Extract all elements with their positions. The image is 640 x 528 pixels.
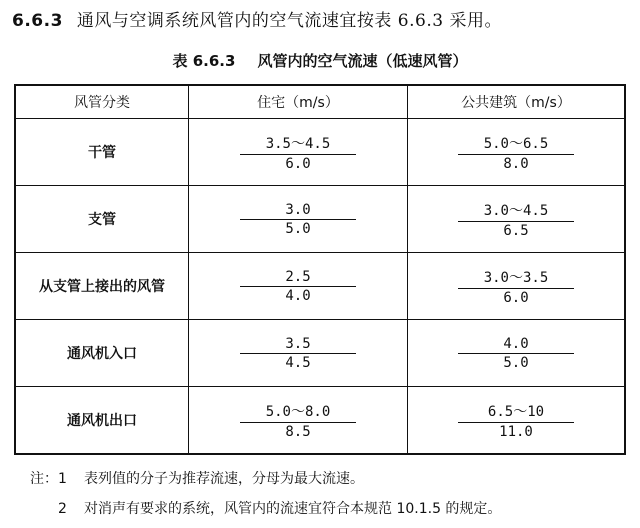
denominator: 5.0	[285, 220, 311, 237]
header-duct-type: 风管分类	[15, 85, 189, 119]
denominator: 6.0	[503, 289, 529, 306]
row-name: 通风机入口	[15, 320, 189, 387]
denominator: 8.5	[285, 423, 311, 440]
numerator: 5.0～8.0	[265, 403, 331, 420]
table-title	[0, 50, 640, 71]
row-name: 干管	[15, 119, 189, 186]
table-number: 表 6.6.3	[172, 52, 236, 70]
numerator: 3.0	[285, 201, 311, 218]
note-text: 表列值的分子为推荐流速，分母为最大流速。	[84, 471, 364, 487]
table-title-text: 风管内的空气流速（低速风管）	[257, 52, 468, 70]
public-cell	[408, 119, 626, 186]
table-header-row	[15, 85, 625, 119]
numerator: 4.0	[503, 335, 529, 352]
numerator: 3.5～4.5	[265, 135, 331, 152]
public-cell	[408, 320, 626, 387]
header-residential: 住宅（m/s）	[189, 85, 408, 119]
fraction	[240, 202, 356, 237]
residential-cell	[189, 119, 408, 186]
denominator: 6.0	[285, 155, 311, 172]
fraction	[458, 200, 574, 239]
note-2	[30, 498, 501, 518]
public-cell	[408, 186, 626, 253]
denominator: 4.0	[285, 287, 311, 304]
table-row	[15, 186, 625, 253]
note-index: 1	[58, 471, 67, 487]
residential-cell	[189, 387, 408, 455]
fraction	[240, 269, 356, 304]
note-text: 对消声有要求的系统，风管内的流速宜符合本规范 10.1.5 的规定。	[84, 501, 502, 517]
denominator: 11.0	[499, 423, 533, 440]
fraction	[458, 401, 574, 440]
fraction	[240, 133, 356, 172]
fraction	[240, 336, 356, 371]
clause-number: 6.6.3	[12, 11, 63, 31]
note-index: 2	[58, 501, 67, 517]
residential-cell	[189, 186, 408, 253]
row-name: 从支管上接出的风管	[15, 253, 189, 320]
clause-heading	[12, 6, 502, 31]
residential-cell	[189, 320, 408, 387]
denominator: 4.5	[285, 354, 311, 371]
row-name: 通风机出口	[15, 387, 189, 455]
residential-cell	[189, 253, 408, 320]
fraction	[458, 133, 574, 172]
fraction	[458, 267, 574, 306]
numerator: 3.5	[285, 335, 311, 352]
note-1	[30, 468, 364, 488]
fraction	[458, 336, 574, 371]
note-label: 注：	[30, 471, 58, 487]
table-row	[15, 119, 625, 186]
numerator: 6.5～10	[487, 403, 545, 420]
public-cell	[408, 253, 626, 320]
air-velocity-table	[14, 84, 626, 455]
header-public-building: 公共建筑（m/s）	[408, 85, 626, 119]
table-row	[15, 253, 625, 320]
numerator: 5.0～6.5	[483, 135, 549, 152]
numerator: 3.0～3.5	[483, 269, 549, 286]
denominator: 8.0	[503, 155, 529, 172]
public-cell	[408, 387, 626, 455]
clause-text: 通风与空调系统风管内的空气流速宜按表 6.6.3 采用。	[76, 11, 502, 31]
numerator: 3.0～4.5	[483, 202, 549, 219]
table-row	[15, 387, 625, 455]
denominator: 5.0	[503, 354, 529, 371]
row-name: 支管	[15, 186, 189, 253]
denominator: 6.5	[503, 222, 529, 239]
table-row	[15, 320, 625, 387]
numerator: 2.5	[285, 268, 311, 285]
fraction	[240, 401, 356, 440]
